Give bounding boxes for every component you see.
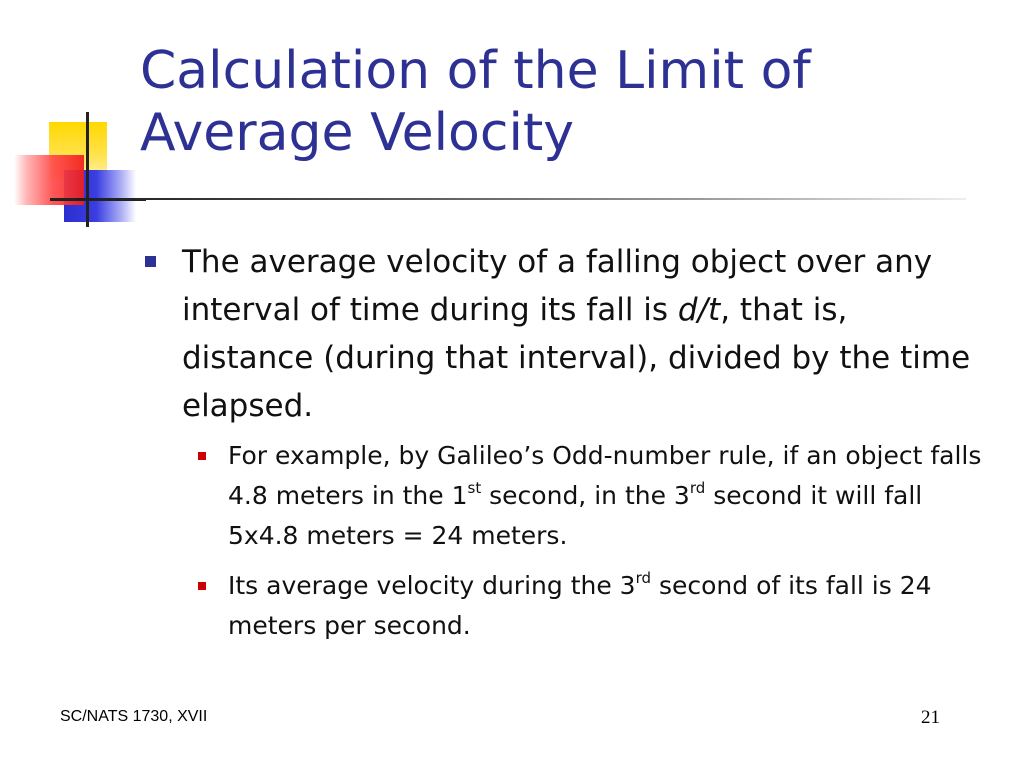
main-bullet <box>145 238 975 430</box>
sub1-sup2: rd <box>689 478 706 497</box>
title-line-2: Average Velocity <box>140 103 575 163</box>
sub-bullet-average-velocity <box>198 566 998 646</box>
small-square-bullet-icon <box>198 452 206 460</box>
footer-course-label: SC/NATS 1730, XVII <box>60 708 208 725</box>
main-bullet-italic: d/t <box>677 292 721 328</box>
slide-title <box>140 40 1000 164</box>
sub-bullet-example <box>198 436 998 556</box>
title-line-1: Calculation of the Limit of <box>140 41 811 101</box>
main-bullet-text <box>182 238 975 430</box>
main-bullet-text-a: The average velocity of a falling object over any interval of time during its fall is <box>182 244 933 328</box>
sub-bullet-example-text <box>228 436 998 556</box>
sub1-part2: second, in the 3 <box>481 481 690 510</box>
slide-number: 21 <box>921 707 940 728</box>
sub2-part2: second of its fall is 24 meters per second. <box>228 571 932 640</box>
sub1-part3: second it will fall 5x4.8 meters = 24 meters. <box>228 481 923 550</box>
main-bullet-text-b: , that is, distance (during that interval), divided by the time elapsed. <box>182 292 971 424</box>
square-bullet-icon <box>145 256 156 267</box>
small-square-bullet-icon <box>198 582 206 590</box>
title-divider <box>76 198 966 200</box>
sub-bullet-average-velocity-text <box>228 566 998 646</box>
sub1-sup1: st <box>467 478 482 497</box>
sub2-part1: Its average velocity during the 3 <box>228 571 636 600</box>
vertical-line-decoration <box>86 112 89 227</box>
sub1-part1: For example, by Galileo’s Odd-number rule, if an object falls 4.8 meters in the 1 <box>228 441 982 510</box>
sub2-sup1: rd <box>635 568 652 587</box>
